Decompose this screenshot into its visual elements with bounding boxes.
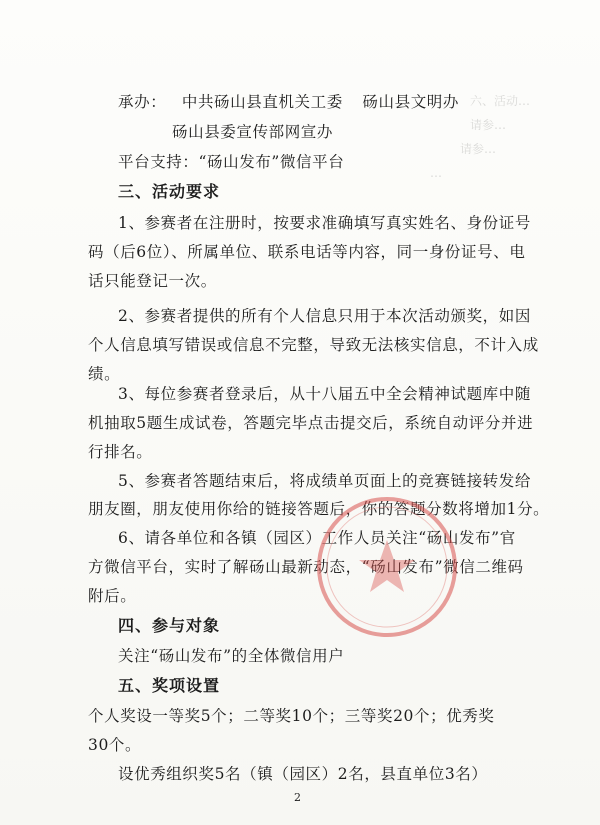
bleed-through-text: 请参… xyxy=(470,118,507,132)
organizer-org-1: 中共砀山县直机关工委 xyxy=(181,93,343,111)
paragraph-6-line-1: 6、请各单位和各镇（园区）工作人员关注“砀山发布”官 xyxy=(118,529,516,547)
paragraph-1-line-2: 码（后6位）、所属单位、联系电话等内容，同一身份证号、电 xyxy=(88,243,526,261)
section-5-line-1: 个人奖设一等奖5个；二等奖10个；三等奖20个；优秀奖 xyxy=(88,707,495,725)
platform-support: 平台支持：“砀山发布”微信平台 xyxy=(118,153,345,171)
organizer-org-3: 砀山县委宣传部网宣办 xyxy=(172,123,334,141)
bleed-through-text: 请参… xyxy=(460,142,497,156)
section-4-text: 关注“砀山发布”的全体微信用户 xyxy=(118,647,345,665)
organizer-line-1 xyxy=(118,92,459,112)
paragraph-3-line-3: 行排名。 xyxy=(88,443,153,461)
paragraph-3-line-2: 机抽取5题生成试卷，答题完毕点击提交后，系统自动评分并进 xyxy=(88,414,534,432)
bleed-through-text: … xyxy=(430,166,442,180)
paragraph-5-line-1: 5、参赛者答题结束后，将成绩单页面上的竞赛链接转发给 xyxy=(118,472,531,490)
official-seal-icon xyxy=(312,492,462,642)
page-number: 2 xyxy=(294,791,301,804)
paragraph-6-line-2: 方微信平台，实时了解砀山最新动态，“砀山发布”微信二维码 xyxy=(88,558,524,576)
paragraph-1-line-1: 1、参赛者在注册时，按要求准确填写真实姓名、身份证号 xyxy=(118,214,531,232)
section-5-title: 五、奖项设置 xyxy=(118,676,221,695)
organizer-org-2: 砀山县文明办 xyxy=(362,93,459,111)
organizer-label: 承办： xyxy=(118,93,167,111)
paragraph-2-line-2: 个人信息填写错误或信息不完整，导致无法核实信息，不计入成 xyxy=(88,336,539,354)
paragraph-6-line-3: 附后。 xyxy=(88,587,137,605)
section-4-title: 四、参与对象 xyxy=(118,616,221,635)
paragraph-3-line-1: 3、每位参赛者登录后，从十八届五中全会精神试题库中随 xyxy=(118,385,531,403)
bleed-through-text: 六、活动… xyxy=(470,94,531,108)
paragraph-1-line-3: 话只能登记一次。 xyxy=(88,272,217,290)
section-5-line-2: 30个。 xyxy=(88,736,142,754)
paragraph-2-line-1: 2、参赛者提供的所有个人信息只用于本次活动颁奖，如因 xyxy=(118,307,531,325)
paragraph-5-line-2: 朋友圈，朋友使用你给的链接答题后，你的答题分数将增加1分。 xyxy=(88,500,550,518)
section-3-title: 三、活动要求 xyxy=(118,182,221,201)
paragraph-2-line-3: 绩。 xyxy=(88,365,121,383)
section-5-line-3: 设优秀组织奖5名（镇（园区）2名，县直单位3名） xyxy=(118,765,488,783)
